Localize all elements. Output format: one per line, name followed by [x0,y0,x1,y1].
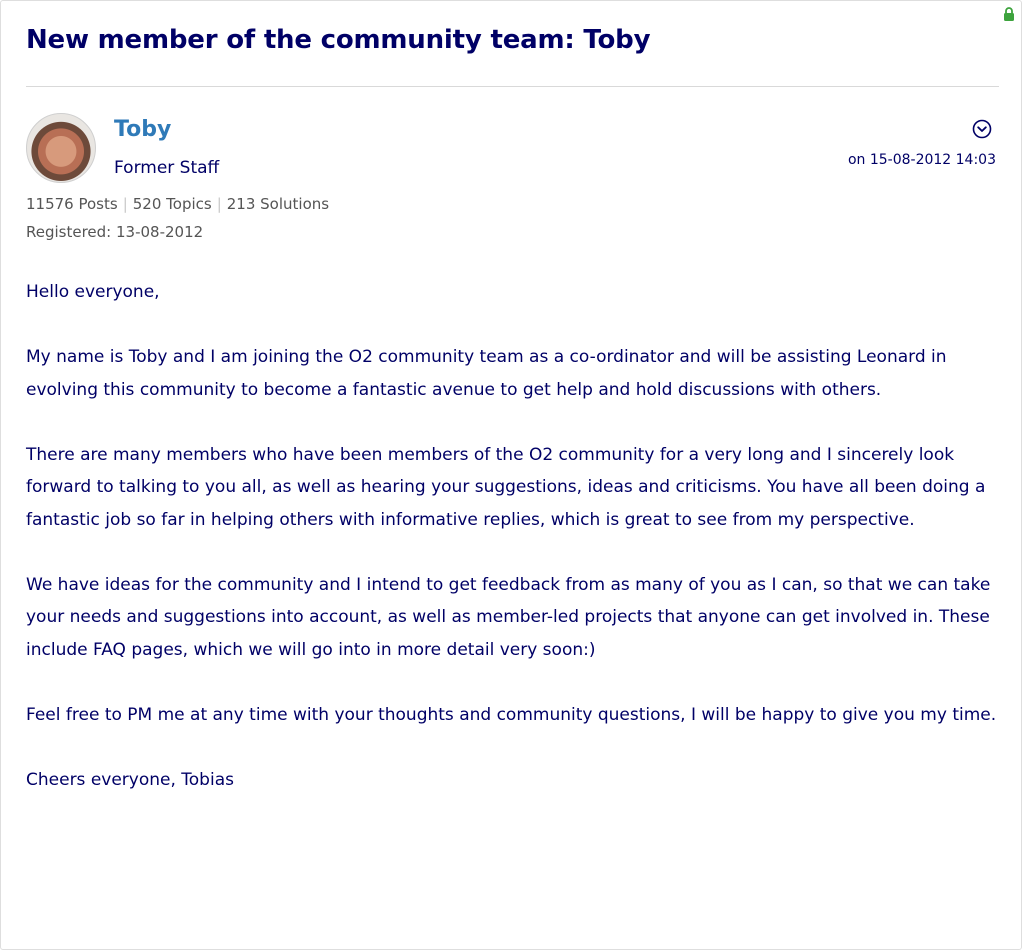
page-title: New member of the community team: Toby [26,25,651,55]
post-paragraph: Feel free to PM me at any time with your thoughts and community questions, I will be happy to give you my time. [26,704,997,725]
post-body [26,276,1001,829]
stats-separator: | [122,195,128,213]
author-registered: Registered: 13-08-2012 [26,223,204,241]
author-solutions-count: 213 Solutions [226,195,330,213]
author-posts-count: 11576 Posts [26,195,118,213]
lock-icon [1003,7,1015,21]
post-paragraph: My name is Toby and I am joining the O2 community team as a co-ordinator and will be assisting Leonard in evolving this community to become a fantastic avenue to get help and hold discussions with others. [26,347,947,400]
author-rank: Former Staff [114,158,220,178]
stats-separator: | [216,195,222,213]
author-name-link[interactable]: Toby [114,117,172,142]
post-paragraph: Hello everyone, [26,282,160,302]
title-divider [26,86,999,87]
author-stats [26,195,329,213]
post-date: on 15-08-2012 14:03 [847,152,996,168]
avatar[interactable] [26,113,96,183]
chevron-down-circle-icon[interactable] [972,119,992,139]
post-paragraph: There are many members who have been members of the O2 community for a very long and I sincerely look forward to talking to you all, as well as hearing your suggestions, ideas and criticisms. You have all been doing a fantastic job so far in helping others with informative replies, which is great to see from my perspective. [26,444,986,530]
author-topics-count: 520 Topics [132,195,212,213]
post-paragraph: We have ideas for the community and I intend to get feedback from as many of you as I can, so that we can take your needs and suggestions into account, as well as member-led projects that anyone can get involved in. These include FAQ pages, which we will go into in more detail very soon:) [26,574,991,660]
post-paragraph: Cheers everyone, Tobias [26,769,234,790]
